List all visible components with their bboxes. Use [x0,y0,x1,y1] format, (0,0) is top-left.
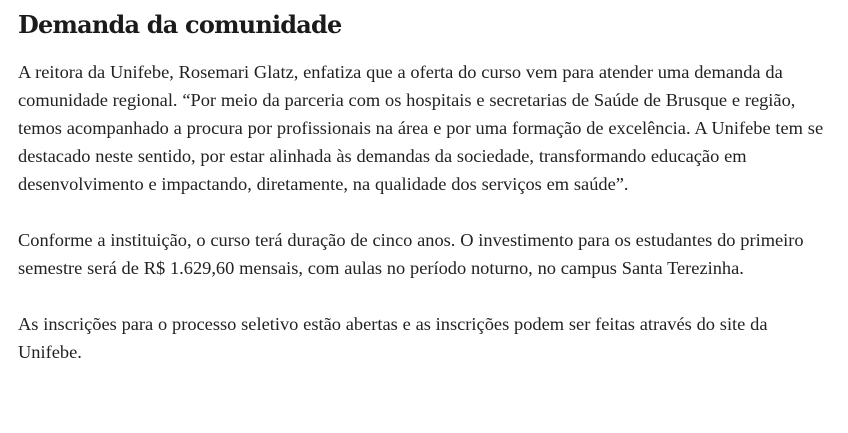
paragraph-registration-info: As inscrições para o processo seletivo estão abertas e as inscrições podem ser feitas através do site da Unifebe. [18,314,768,362]
section-heading: Demanda da comunidade [18,10,342,39]
article-section [18,6,834,366]
paragraph-rector-statement: A reitora da Unifebe, Rosemari Glatz, enfatiza que a oferta do curso vem para atender uma demanda da comunidade regional. “Por meio da parceria com os hospitais e secretarias de Saúde de Brusque e região, temos acompanhado a procura por profissionais na área e por uma formação de excelência. A Unifebe tem se destacado neste sentido, por estar alinhada às demandas da sociedade, transformando educação em desenvolvimento e impactando, diretamente, na qualidade dos serviços em saúde”. [18,62,824,194]
paragraph-course-details: Conforme a instituição, o curso terá duração de cinco anos. O investimento para os estudantes do primeiro semestre será de R$ 1.629,60 mensais, com aulas no período noturno, no campus Santa Terezinha. [18,230,804,278]
